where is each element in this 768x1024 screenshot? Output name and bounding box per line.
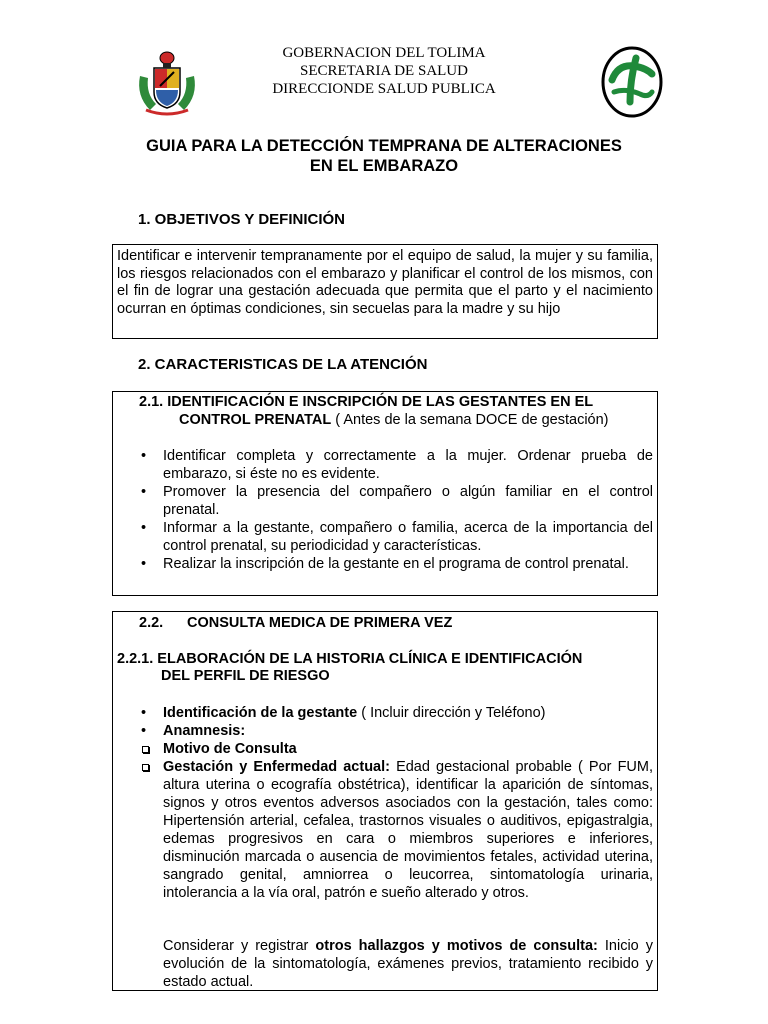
document-title-line1: GUIA PARA LA DETECCIÓN TEMPRANA DE ALTERACIONES xyxy=(146,137,622,155)
identificacion-box xyxy=(112,391,658,596)
header-line-gobernacion: GOBERNACION DEL TOLIMA xyxy=(282,45,486,61)
bullet-icon: • xyxy=(141,484,147,500)
consulta-box xyxy=(112,611,658,991)
section-objetivos-heading: 1. OBJETIVOS Y DEFINICIÓN xyxy=(138,211,345,228)
bullet-icon: • xyxy=(141,723,147,739)
bullet-icon: • xyxy=(141,520,147,536)
sub22-title: CONSULTA MEDICA DE PRIMERA VEZ xyxy=(187,615,453,631)
sub21-list xyxy=(139,447,653,573)
list-item: • Anamnesis: xyxy=(141,723,246,739)
sub21-title-bold: CONTROL PRENATAL xyxy=(179,412,332,428)
square-bullet-icon xyxy=(142,764,149,771)
list-item: • Realizar la inscripción de la gestante en el programa de control prenatal. xyxy=(141,556,629,572)
bullet-icon: • xyxy=(141,705,147,721)
list-item: • Informar a la gestante, compañero o familia, acerca de la importancia del control prenatal, su periodicidad y características. xyxy=(141,520,653,554)
sub22-number: 2.2. xyxy=(139,615,164,631)
otros-hallazgos-paragraph: Considerar y registrar otros hallazgos y motivos de consulta: Inicio y evolución de la sintomatología, exámenes previos, tratamiento recibido y estado actual. xyxy=(163,938,653,990)
list-item: • Identificación de la gestante ( Incluir dirección y Teléfono) xyxy=(141,705,546,721)
health-logo-icon xyxy=(600,44,664,120)
sub21-title-note: ( Antes de la semana DOCE de gestación) xyxy=(331,412,609,428)
objetivos-box xyxy=(112,244,658,339)
bullet-icon: • xyxy=(141,448,147,464)
header-line-direccion: DIRECCIONDE SALUD PUBLICA xyxy=(272,81,496,97)
bullet-icon: • xyxy=(141,556,147,572)
document-title xyxy=(0,136,768,176)
list-item: Motivo de Consulta xyxy=(139,740,653,758)
document-header xyxy=(0,44,768,124)
list-item: • Promover la presencia del compañero o algún familiar en el control prenatal. xyxy=(141,484,653,518)
header-line-secretaria: SECRETARIA DE SALUD xyxy=(300,63,468,79)
list-item: Gestación y Enfermedad actual: Edad gestacional probable ( Por FUM, altura uterina o ecografía obstétrica), identificar la aparición de síntomas, signos y otros eventos adversos asociados con la gestación, tales como: Hipertensión arterial, cefalea, trastornos visuales o auditivos, epigastralgia, edemas progresivos en cara o miembros superiores e inferiores, disminución marcada o ausencia de movimientos fetales, actividad uterina, sangrado genital, amniorrea o leucorrea, sintomatología urinaria, intolerancia a la vía oral, patrón e sueño alterado y otros. xyxy=(139,758,653,902)
document-title-line2: EN EL EMBARAZO xyxy=(309,157,459,175)
objetivos-text: Identificar e intervenir tempranamente por el equipo de salud, la mujer y su familia, los riesgos relacionados con el embarazo y planificar el control de los mismos, con el fin de lograr una gestación adecuada que permita que el parto y el nacimiento ocurran en óptimas condiciones, sin secuelas para la madre y su hijo xyxy=(117,248,653,317)
square-bullet-icon xyxy=(142,746,149,753)
sub221-list xyxy=(139,704,653,902)
sub21-title-line2 xyxy=(179,411,609,429)
list-item: • Identificar completa y correctamente a la mujer. Ordenar prueba de embarazo, si éste no es evidente. xyxy=(141,448,653,482)
sub221-title-line2: DEL PERFIL DE RIESGO xyxy=(161,668,330,684)
sub221-title-line1: 2.2.1. ELABORACIÓN DE LA HISTORIA CLÍNICA E IDENTIFICACIÓN xyxy=(117,651,583,667)
sub21-title-line1: 2.1. IDENTIFICACIÓN E INSCRIPCIÓN DE LAS GESTANTES EN EL xyxy=(139,394,594,410)
section-caracteristicas-heading: 2. CARACTERISTICAS DE LA ATENCIÓN xyxy=(138,356,428,373)
